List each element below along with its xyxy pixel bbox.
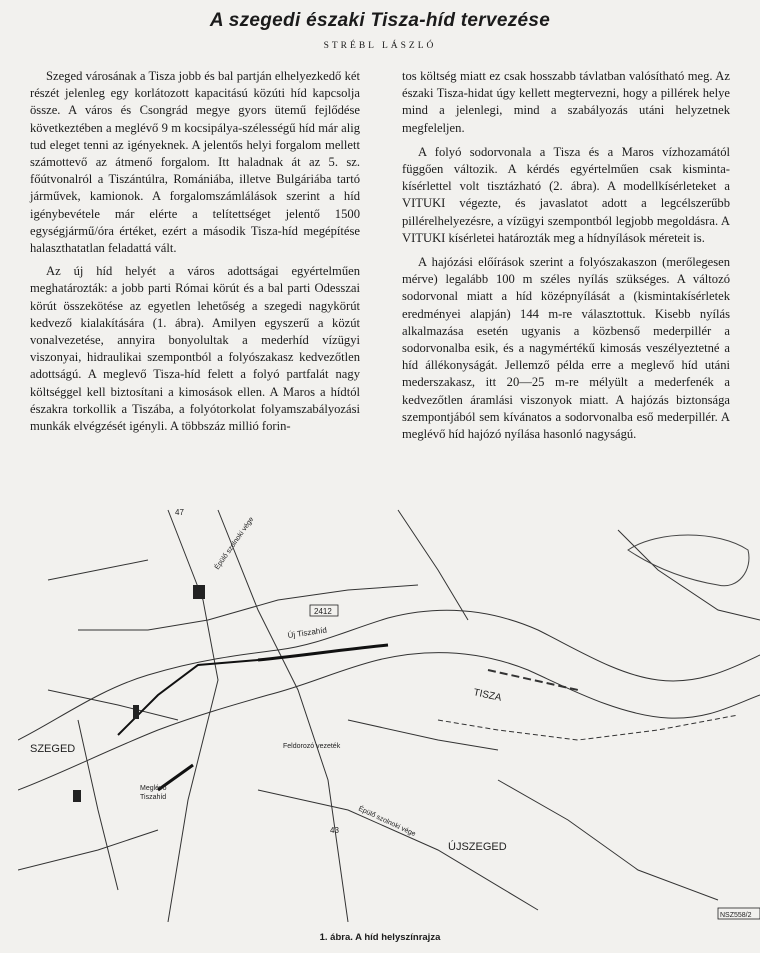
road <box>498 780 718 900</box>
road <box>348 720 498 750</box>
embankment <box>488 670 578 690</box>
label-meglevo-2: Tiszahíd <box>140 794 167 801</box>
label-tisza: TISZA <box>472 687 503 704</box>
article-author: STRÉBL LÁSZLÓ <box>323 41 437 51</box>
label-szeged: SZEGED <box>30 743 76 755</box>
left-column <box>30 68 360 441</box>
embankment <box>438 715 738 740</box>
road <box>48 560 148 580</box>
paragraph: Szeged városának a Tisza jobb és bal partján elhelyezkedő két részét jelenleg egy korlátozott kapacitású közúti híd kapcsolja össze. A város és Csongrád megye gyors ütemű fejlődése következtében a meglévő 9 m kocsipálya-szélességű híd már alig tud eleget tenni az igényeknek. A jelentős helyi forgalom mellett számottevő az átmenő forgalom. Itt haladnak át az 5. sz. főútvonalról a Tiszántúlra, Romániába, illetve Bulgáriába tartó járművek, kamionok. A forgalomszámlálások szerint a híd igénybevétele már elérte a telítettséget jelentő 1500 egységjármű/óra értéket, ezért a második Tisza-híd megépítése halaszthatatlan feladattá vált. <box>30 69 360 256</box>
label-epulo-1: Épülő szolnoki vége <box>213 516 256 572</box>
lake <box>628 535 749 586</box>
paragraph: tos költség miatt ez csak hosszabb távlatban valósítható meg. Az északi Tisza-hidat úgy kellett megtervezni, hogy a pillérek helye mind a jelenlegi, mind a szabályozás utáni helyzetnek megfeleljen. <box>402 69 730 135</box>
label-uj-tiszahid: Új Tiszahíd <box>287 625 328 640</box>
new-bridge-route <box>258 645 388 660</box>
road <box>18 830 158 870</box>
label-code: NSZ558/2 <box>720 912 752 919</box>
river-south-bank <box>18 653 760 790</box>
road <box>218 510 348 922</box>
building-block <box>193 585 205 599</box>
paragraph: A folyó sodorvonala a Tisza és a Maros vízhozamától függően változik. A kérdés egyértelműen csak kisminta-kísérlettel volt tisztázható (2. ábra). A modellkísérleteket a VITUKI végezte, és javaslatot adott a legcélszerűbb pillérelhelyezésre, a vízügyi szempontból legjobb megoldásra. A VITUKI kísérletei határozták meg a hídnyílások méreteit is. <box>402 144 730 245</box>
label-epulo-2: Épülő szolnoki vége <box>357 805 417 839</box>
road <box>398 510 468 620</box>
road <box>78 585 418 630</box>
figure-caption: 1. ábra. A híd helyszínrajza <box>319 932 441 943</box>
label-ujszeged: ÚJSZEGED <box>448 841 507 853</box>
label-road-43: 43 <box>330 826 339 835</box>
paragraph: Az új híd helyét a város adottságai egyértelműen meghatározták: a jobb parti Római körút és a bal parti Odesszai körút összekötése az egyetlen lehetőség a szegedi nagykörút kedvező kialakítására (1. ábra). Amilyen egyszerű a közút vonalvezetése, annyira bonyolultak a mederhíd vízügyi viszonyai, hidraulikai szempontból a folyószakasz kedvezőtlen adottságú. A meglevő Tisza-híd felett a folyó partfalát nagy költséggel kell biztosítani a kimosások ellen. A Maros a hídtól északra torkollik a Tiszába, a folyótorkolat folyamszabályozási munkák elvégzését igényli. A többszáz millió forin- <box>30 264 360 434</box>
right-column <box>402 68 730 449</box>
label-road-2412: 2412 <box>314 607 332 616</box>
label-meglevo: Meglévő <box>140 785 167 792</box>
label-road-47: 47 <box>175 508 184 517</box>
road <box>78 720 118 890</box>
label-felderenkutak: Feldorozó vezeték <box>283 743 341 750</box>
building-block <box>73 790 81 802</box>
road <box>168 510 218 922</box>
new-bridge-route <box>118 660 258 735</box>
article-title: A szegedi északi Tisza-híd tervezése <box>209 10 551 31</box>
site-plan-map <box>18 490 760 922</box>
building-block <box>133 705 139 719</box>
paragraph: A hajózási előírások szerint a folyószakaszon (merőlegesen mérve) legalább 100 m széles nyílás szükséges. A változó sodorvonal miatt a híd középnyílását a (kismintakísérletek eredményei alapján) 144 m-re választottuk. Kisebb nyílás alkalmazása esetén ugyanis a közbenső mederpillér a sodorvonalba esik, és a nagymértékű kimosás veszélyeztetné a híd állékonyságát. Jellemző példa erre a meglevő híd utáni mederszakasz, itt 20—25 m-re mélyült a mederfenék a kedvezőtlen áramlási viszonyok miatt. A hajózás biztonsága szempontjából sem kívánatos a sodorvonalba eső mederpillér. A meglévő híd hajózó nyílása hasonló nagyságú. <box>402 255 730 442</box>
